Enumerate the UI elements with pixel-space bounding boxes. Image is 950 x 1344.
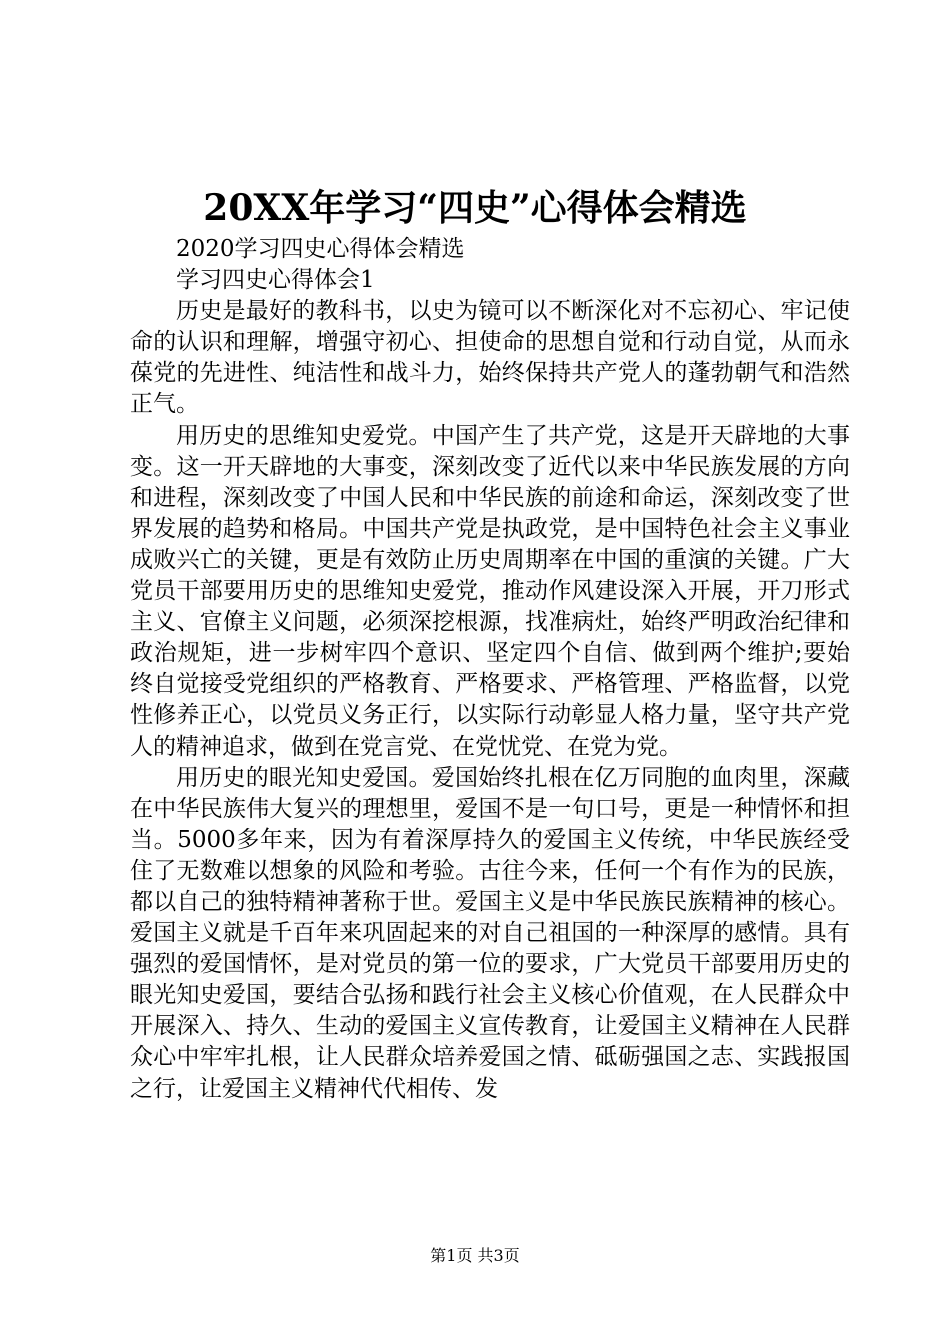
page-number-footer: 第1页 共3页 [430, 1246, 520, 1265]
paragraph-subtitle: 2020学习四史心得体会精选 [176, 236, 465, 262]
paragraph-love-country: 用历史的眼光知史爱国。爱国始终扎根在亿万同胞的血肉里，深藏在中华民族伟大复兴的理想里，爱国不是一句口号，更是一种情怀和担当。5000多年来，因为有着深厚持久的爱国主义传统，中华民族经受住了无数难以想象的风险和考验。古往今来，任何一个有作为的民族，都以自己的独特精神著称于世。爱国主义是中华民族民族精神的核心。爱国主义就是千百年来巩固起来的对自己祖国的一种深厚的感情。具有强烈的爱国情怀，是对党员的第一位的要求，广大党员干部要用历史的眼光知史爱国，要结合弘扬和践行社会主义核心价值观，在人民群众中开展深入、持久、生动的爱国主义宣传教育，让爱国主义精神在人民群众心中牢牢扎根，让人民群众培养爱国之情、砥砺强国之志、实践报国之行，让爱国主义精神代代相传、发 [130, 764, 850, 1102]
paragraph-section-heading: 学习四史心得体会1 [176, 267, 375, 294]
paragraph-love-party: 用历史的思维知史爱党。中国产生了共产党，这是开天辟地的大事变。这一开天辟地的大事变，深刻改变了近代以来中华民族发展的方向和进程，深刻改变了中国人民和中华民族的前途和命运，深刻改变了世界发展的趋势和格局。中国共产党是执政党，是中国特色社会主义事业成败兴亡的关键，更是有效防止历史周期率在中国的重演的关键。广大党员干部要用历史的思维知史爱党，推动作风建设深入开展，开刀形式主义、官僚主义问题，必须深挖根源，找准病灶，始终严明政治纪律和政治规矩，进一步树牢四个意识、坚定四个自信、做到两个维护;要始终自觉接受党组织的严格教育、严格要求、严格管理、严格监督，以党性修养正心，以党员义务正行，以实际行动彰显人格力量，坚守共产党人的精神追求，做到在党言党、在党忧党、在党为党。 [130, 422, 850, 760]
document-body [130, 234, 850, 1105]
document-title: 20XX年学习“四史”心得体会精选 [203, 187, 747, 229]
paragraph-intro: 历史是最好的教科书，以史为镜可以不断深化对不忘初心、牢记使命的认识和理解，增强守初心、担使命的思想自觉和行动自觉，从而永葆党的先进性、纯洁性和战斗力，始终保持共产党人的蓬勃朝气和浩然正气。 [130, 298, 850, 418]
